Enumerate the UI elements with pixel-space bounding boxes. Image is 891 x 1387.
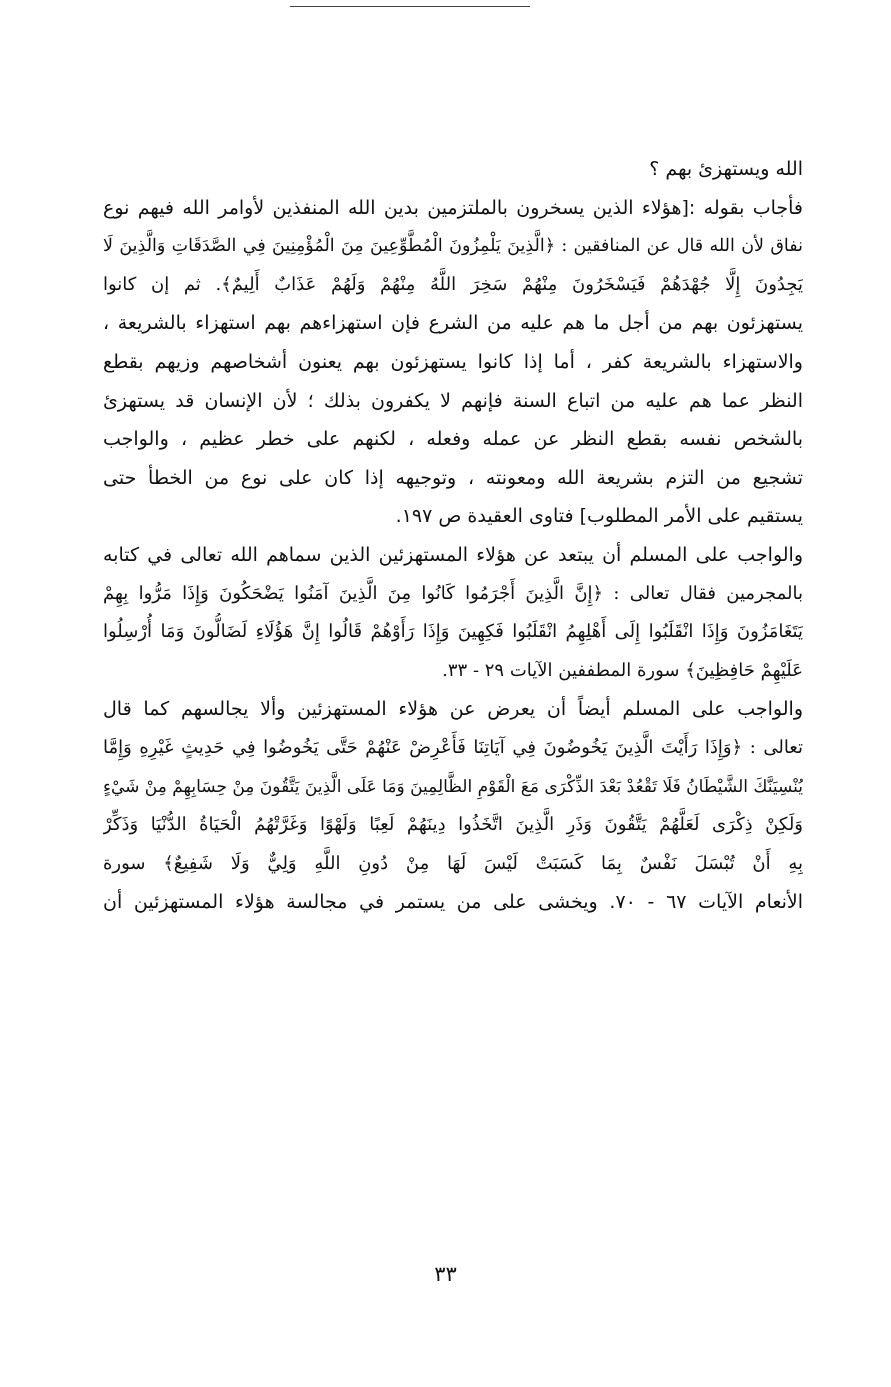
page-number: ٣٣ [434, 1262, 457, 1286]
text-line: الأنعام الآيات ٦٧ - ٧٠. ويخشى على من يستمر في مجالسة هؤلاء المستهزئين أن [103, 891, 803, 914]
text-line: تشجيع من التزم بشريعة الله ومعونته ، وتوجيهه إذا كان على نوع من الخطأ حتى [103, 466, 803, 489]
text-line: والواجب على المسلم أيضاً أن يعرض عن هؤلاء المستهزئين وألا يجالسهم كما قال [103, 698, 803, 721]
text-line: الله ويستهزئ بهم ؟ [649, 158, 803, 180]
text-line: وَلَكِنْ ذِكْرَى لَعَلَّهُمْ يَتَّقُونَ وَذَرِ الَّذِينَ اتَّخَذُوا دِينَهُمْ لَعِبًا وَلَهْوًا وَغَرَّتْهُمُ الْحَيَاةُ الدُّنْيَا وَذَكِّرْ [103, 814, 803, 836]
text-line: بِهِ أَنْ تُبْسَلَ نَفْسٌ بِمَا كَسَبَتْ لَيْسَ لَهَا مِنْ دُونِ اللَّهِ وَلِيٌّ وَلَا شَفِيعٌ﴾ سورة [103, 852, 803, 874]
page-body [103, 150, 803, 922]
text-line: نفاق لأن الله قال عن المنافقين : ﴿الَّذِينَ يَلْمِزُونَ الْمُطَّوِّعِينَ مِنَ الْمُؤْمِنِينَ فِي الصَّدَقَاتِ وَالَّذِينَ لَا [103, 236, 803, 257]
text-line: النظر عما هم عليه من اتباع السنة فإنهم لا يكفرون بذلك ؛ لأن الإنسان قد يستهزئ [103, 389, 803, 412]
text-line: فأجاب بقوله :[هؤلاء الذين يسخرون بالملتزمين بدين الله المنفذين لأوامر الله فيهم نوع [103, 196, 803, 219]
text-line: والواجب على المسلم أن يبتعد عن هؤلاء المستهزئين الذين سماهم الله تعالى في كتابه [103, 543, 803, 566]
text-line: والاستهزاء بالشريعة كفر ، أما إذا كانوا يستهزئون بهم يعنون أشخاصهم وزيهم بقطع [103, 350, 803, 373]
text-line: يَجِدُونَ إِلَّا جُهْدَهُمْ فَيَسْخَرُونَ مِنْهُمْ سَخِرَ اللَّهُ مِنْهُمْ وَلَهُمْ عَذَابٌ أَلِيمٌ﴾. ثم إن كانوا [103, 273, 803, 295]
text-line: بالمجرمين فقال تعالى : ﴿إِنَّ الَّذِينَ أَجْرَمُوا كَانُوا مِنَ الَّذِينَ آمَنُوا يَضْحَكُونَ وَإِذَا مَرُّوا بِهِمْ [103, 582, 803, 604]
text-line: يَتَغَامَزُونَ وَإِذَا انْقَلَبُوا إِلَى أَهْلِهِمُ انْقَلَبُوا فَكِهِينَ وَإِذَا رَأَوْهُمْ قَالُوا إِنَّ هَؤُلَاءِ لَضَالُّونَ وَمَا أُرْسِلُوا [103, 621, 803, 643]
text-line: بالشخص نفسه بقطع النظر عن عمله وفعله ، لكنهم على خطر عظيم ، والواجب [103, 428, 803, 451]
text-line: عَلَيْهِمْ حَافِظِينَ﴾ سورة المطففين الآيات ٢٩ - ٣٣. [442, 659, 803, 681]
text-line: تعالى : ﴿وَإِذَا رَأَيْتَ الَّذِينَ يَخُوضُونَ فِي آيَاتِنَا فَأَعْرِضْ عَنْهُمْ حَتَّى يَخُوضُوا فِي حَدِيثٍ غَيْرِهِ وَإِمَّا [103, 736, 803, 758]
text-line: يستقيم على الأمر المطلوب] فتاوى العقيدة ص ١٩٧. [395, 505, 803, 528]
text-line: يُنْسِيَنَّكَ الشَّيْطَانُ فَلَا تَقْعُدْ بَعْدَ الذِّكْرَى مَعَ الْقَوْمِ الظَّالِمِينَ وَمَا عَلَى الَّذِينَ يَتَّقُونَ مِنْ حِسَابِهِمْ مِنْ شَيْءٍ [103, 776, 803, 797]
text-line: يستهزئون بهم من أجل ما هم عليه من الشرع فإن استهزاءهم بهم استهزاء بالشريعة ، [103, 312, 803, 335]
top-rule [290, 6, 530, 7]
